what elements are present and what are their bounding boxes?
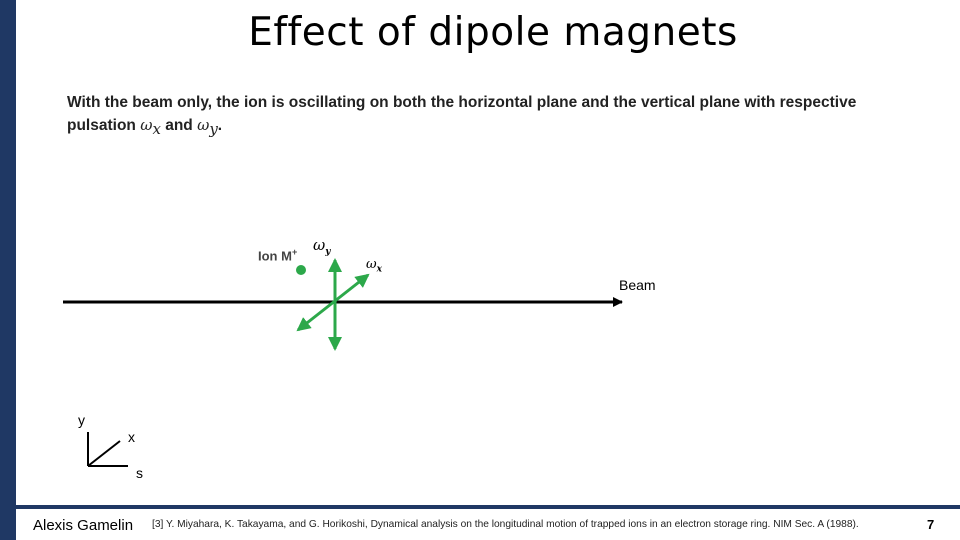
- body-text-end: .: [217, 117, 223, 134]
- axis-x-label: x: [128, 429, 135, 445]
- omega-y-symbol: ω: [197, 116, 210, 134]
- footer-reference: [3] Y. Miyahara, K. Takayama, and G. Horikoshi, Dynamical analysis on the longitudinal motion of trapped ions in an electron storage ring. NIM Sec. A (1988).: [152, 519, 859, 530]
- omega-y-subscript: y: [209, 120, 218, 139]
- omega-x-label-sub: x: [376, 264, 382, 275]
- ion-label-text: Ion M: [258, 248, 292, 264]
- coordinate-axes-icon: [88, 432, 128, 466]
- page-number: 7: [927, 517, 935, 532]
- omega-x-symbol: ω: [140, 116, 153, 134]
- axis-s-label: s: [136, 465, 143, 481]
- axis-y-label: y: [78, 412, 85, 428]
- footer-author: Alexis Gamelin: [33, 517, 134, 534]
- ion-label: [258, 247, 297, 263]
- beam-label: Beam: [619, 277, 656, 293]
- body-text-prefix: With the beam only, the ion is oscillating on both the horizontal plane and the vertical plane with respective pulsation: [67, 94, 857, 134]
- body-text-and: and: [160, 117, 198, 134]
- ion-charge: +: [291, 247, 298, 257]
- ion-dot: [296, 265, 306, 275]
- omega-x-label-symbol: ω: [366, 257, 377, 272]
- omega-x-label: [366, 257, 382, 275]
- omega-x-subscript: x: [152, 120, 161, 139]
- omega-y-label-symbol: ω: [313, 236, 326, 254]
- slide-title: Effect of dipole magnets: [248, 10, 738, 55]
- omega-y-label: [313, 236, 330, 257]
- omega-y-label-sub: y: [325, 247, 331, 257]
